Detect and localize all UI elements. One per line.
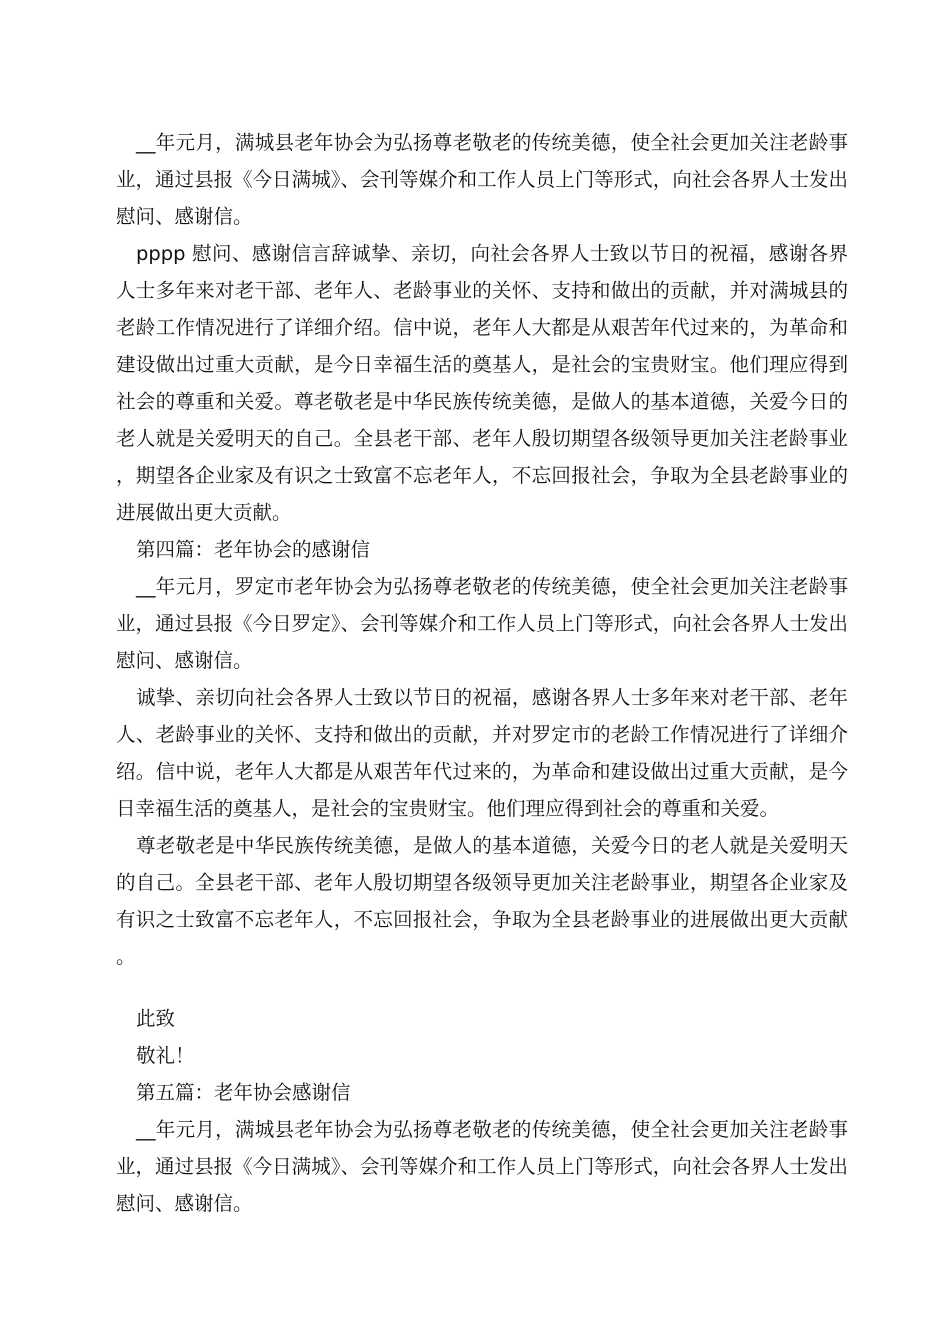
- closing-regards: 敬礼！: [136, 1044, 195, 1067]
- document-body: [116, 124, 848, 1222]
- paragraph-1: __年元月，满城县老年协会为弘扬尊老敬老的传统美德，使全社会更加关注老龄事业，通过县报《今日满城》、会刊等媒介和工作人员上门等形式，向社会各界人士发出慰问、感谢信。: [116, 131, 848, 228]
- paragraph-6: __年元月，满城县老年协会为弘扬尊老敬老的传统美德，使全社会更加关注老龄事业，通过县报《今日满城》、会刊等媒介和工作人员上门等形式，向社会各界人士发出慰问、感谢信。: [116, 1118, 848, 1215]
- paragraph-2: pppp 慰问、感谢信言辞诚挚、亲切，向社会各界人士致以节日的祝福，感谢各界人士多年来对老干部、老年人、老龄事业的关怀、支持和做出的贡献，并对满城县的老龄工作情况进行了详细介绍。信中说，老年人大都是从艰苦年代过来的，为革命和建设做出过重大贡献，是今日幸福生活的奠基人，是社会的宝贵财宝。他们理应得到社会的尊重和关爱。尊老敬老是中华民族传统美德，是做人的基本道德，关爱今日的老人就是关爱明天的自己。全县老干部、老年人殷切期望各级领导更加关注老龄事业，期望各企业家及有识之士致富不忘老年人，不忘回报社会，争取为全县老龄事业的进展做出更大贡献。: [116, 242, 848, 524]
- paragraph-5: 尊老敬老是中华民族传统美德，是做人的基本道德，关爱今日的老人就是关爱明天的自己。全县老干部、老年人殷切期望各级领导更加关注老龄事业，期望各企业家及有识之士致富不忘老年人，不忘回报社会，争取为全县老龄事业的进展做出更大贡献。: [116, 834, 848, 968]
- section-heading-4: 第四篇：老年协会的感谢信: [136, 538, 371, 561]
- paragraph-3: __年元月，罗定市老年协会为弘扬尊老敬老的传统美德，使全社会更加关注老龄事业，通过县报《今日罗定》、会刊等媒介和工作人员上门等形式，向社会各界人士发出慰问、感谢信。: [116, 575, 848, 672]
- paragraph-gap: [116, 975, 848, 1000]
- paragraph-4: 诚挚、亲切向社会各界人士致以节日的祝福，感谢各界人士多年来对老干部、老年人、老龄事业的关怀、支持和做出的贡献，并对罗定市的老龄工作情况进行了详细介绍。信中说，老年人大都是从艰苦年代过来的，为革命和建设做出过重大贡献，是今日幸福生活的奠基人，是社会的宝贵财宝。他们理应得到社会的尊重和关爱。: [116, 686, 848, 820]
- section-heading-5: 第五篇：老年协会感谢信: [136, 1081, 351, 1104]
- closing-salutation: 此致: [136, 1007, 176, 1030]
